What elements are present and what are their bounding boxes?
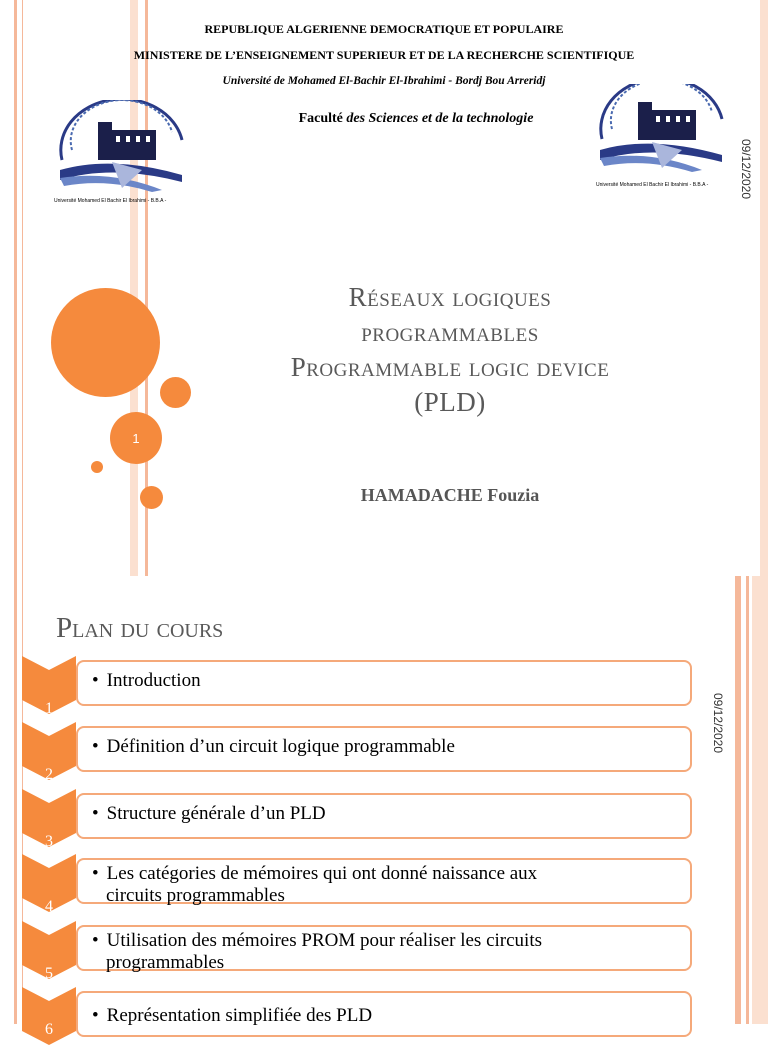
logo-caption-left: Université Mohamed El Bachir El Ibrahimi - B.B.A - xyxy=(54,198,167,204)
decor-circle-mini xyxy=(140,486,163,509)
item-number: 2 xyxy=(45,766,53,783)
plan-item xyxy=(22,925,692,982)
title-line: Réseaux logiques xyxy=(348,282,552,312)
item-box xyxy=(76,858,692,904)
university-logo-icon-right xyxy=(592,84,730,184)
university-logo-left xyxy=(52,100,190,208)
plan-item xyxy=(22,858,692,915)
item-text: Définition d’un circuit logique programmable xyxy=(106,736,455,757)
item-number: 1 xyxy=(45,700,53,717)
slide-date: 09/12/2020 xyxy=(739,138,754,200)
left-stripe xyxy=(14,576,17,1024)
author-name: HAMADACHE Fouzia xyxy=(360,485,540,505)
item-number: 4 xyxy=(45,898,53,915)
item-text: Introduction xyxy=(106,670,201,691)
item-number: 6 xyxy=(45,1021,53,1038)
bullet-icon: • xyxy=(92,1005,99,1026)
decor-circle-large xyxy=(51,288,160,397)
item-number: 3 xyxy=(45,833,53,850)
title-line: Programmable logic device xyxy=(290,352,610,382)
plan-item xyxy=(22,726,692,783)
faculty-label: Faculté xyxy=(298,111,343,126)
item-text-cont: circuits programmables xyxy=(106,885,285,906)
plan-item xyxy=(22,793,692,850)
logo-caption-right: Université Mohamed El Bachir El Ibrahimi - B.B.A - xyxy=(596,182,709,188)
item-text: Utilisation des mémoires PROM pour réaliser les circuits xyxy=(106,930,542,951)
title-line: (PLD) xyxy=(414,387,486,417)
header-ministry: MINISTERE DE L’ENSEIGNEMENT SUPERIEUR ET DE LA RECHERCHE SCIENTIFIQUE xyxy=(133,48,635,62)
bullet-icon: • xyxy=(92,930,99,951)
item-box xyxy=(76,991,692,1037)
item-box xyxy=(76,925,692,971)
item-text: Les catégories de mémoires qui ont donné naissance aux xyxy=(106,863,538,884)
item-text-cont: programmables xyxy=(106,952,225,973)
item-text: Représentation simplifiée des PLD xyxy=(106,1005,373,1026)
item-number: 5 xyxy=(45,965,53,982)
bullet-icon: • xyxy=(92,670,99,691)
title-line: programmables xyxy=(361,317,539,347)
faculty-name: des Sciences et de la technologie xyxy=(346,111,534,126)
item-box xyxy=(76,726,692,772)
right-stripe xyxy=(735,576,741,1024)
plan-item xyxy=(22,991,692,1041)
bullet-icon: • xyxy=(92,863,99,884)
plan-slide-date: 09/12/2020 xyxy=(711,692,726,754)
university-logo-right xyxy=(592,84,730,184)
decor-circle-tiny xyxy=(91,461,103,473)
bullet-icon: • xyxy=(92,803,99,824)
item-box xyxy=(76,793,692,839)
item-box xyxy=(76,660,692,706)
page-number: 1 xyxy=(132,430,140,446)
decor-circle-small xyxy=(160,377,191,408)
right-stripe-thin xyxy=(746,576,749,1024)
bullet-icon: • xyxy=(92,736,99,757)
university-logo-icon xyxy=(52,100,190,208)
header-university: Université de Mohamed El-Bachir El-Ibrahimi - Bordj Bou Arreridj xyxy=(222,75,546,87)
slide-title xyxy=(200,280,700,420)
plan-item xyxy=(22,660,692,717)
header-republic: REPUBLIQUE ALGERIENNE DEMOCRATIQUE ET POPULAIRE xyxy=(204,22,564,36)
plan-title: Plan du cours xyxy=(56,612,224,644)
item-text: Structure générale d’un PLD xyxy=(106,803,326,824)
right-stripe-wide xyxy=(752,576,768,1024)
